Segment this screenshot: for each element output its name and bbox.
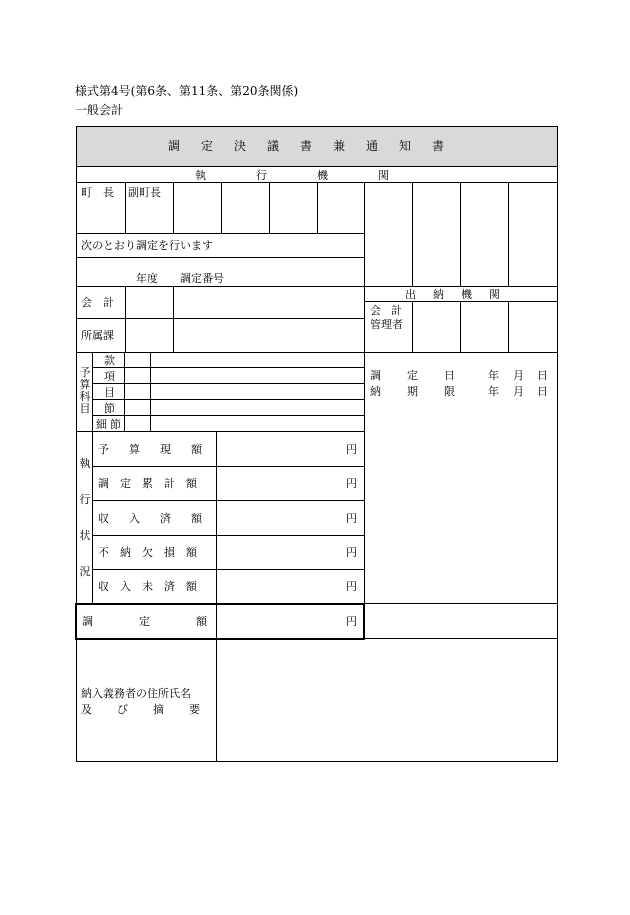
adjustment-cumulative-label: 調定累計額 — [98, 477, 208, 490]
date-day-1: 日 — [537, 369, 548, 382]
account-type: 一般会計 — [75, 103, 124, 117]
budget-item-kan: 款 — [104, 354, 115, 367]
unreceived-amount-unit: 円 — [346, 580, 357, 593]
payer-info-line1: 納入義務者の住所氏名 — [81, 687, 191, 700]
unreceived-amount-label: 収入未済額 — [98, 580, 208, 593]
date-month-1: 月 — [513, 369, 524, 382]
payment-deadline-label: 納期限 — [370, 385, 481, 398]
fiscal-year-label: 年度 — [136, 272, 158, 285]
received-amount-unit: 円 — [346, 512, 357, 525]
date-year-2: 年 — [488, 385, 499, 398]
budget-item-saisetsu: 細節 — [96, 418, 124, 431]
mayor-label: 町長 — [81, 186, 125, 199]
budget-item-setsu: 節 — [104, 402, 115, 415]
executive-agency-label: 執行機関 — [195, 169, 439, 182]
date-year-1: 年 — [488, 369, 499, 382]
date-month-2: 月 — [513, 385, 524, 398]
adjusted-amount-label: 調定額 — [82, 615, 253, 628]
execution-status-group-label: 執 行 状 況 — [79, 457, 91, 578]
received-amount-label: 収入済額 — [98, 512, 222, 525]
budget-item-kou: 項 — [104, 370, 115, 383]
form-number: 様式第4号(第6条、第11条、第20条関係) — [75, 84, 299, 98]
accounting-manager-label-1: 会計 — [370, 304, 412, 317]
disbursing-agency-label: 出納機関 — [405, 288, 517, 301]
page-title: 調定決議書兼通知書 — [167, 139, 465, 153]
adjustment-number-label: 調定番号 — [180, 272, 224, 285]
adjustment-date-label: 調定日 — [370, 369, 481, 382]
adjusted-amount-unit: 円 — [346, 615, 357, 628]
budget-group-label: 予 算 科 目 — [79, 366, 91, 415]
adjustment-cumulative-unit: 円 — [346, 477, 357, 490]
payer-info-line2: 及び摘要 — [81, 703, 225, 716]
deputy-mayor-label: 副町長 — [128, 186, 161, 199]
uncollectible-amount-unit: 円 — [346, 546, 357, 559]
instruction-text: 次のとおり調定を行います — [81, 239, 213, 252]
budget-current-amount-label: 予算現額 — [98, 443, 222, 456]
uncollectible-amount-label: 不納欠損額 — [98, 546, 208, 559]
accounting-label: 会計 — [81, 296, 125, 309]
accounting-manager-label-2: 管理者 — [370, 318, 403, 331]
department-label: 所属課 — [81, 329, 114, 342]
budget-current-amount-unit: 円 — [346, 443, 357, 456]
date-day-2: 日 — [537, 385, 548, 398]
budget-item-moku: 目 — [104, 386, 115, 399]
